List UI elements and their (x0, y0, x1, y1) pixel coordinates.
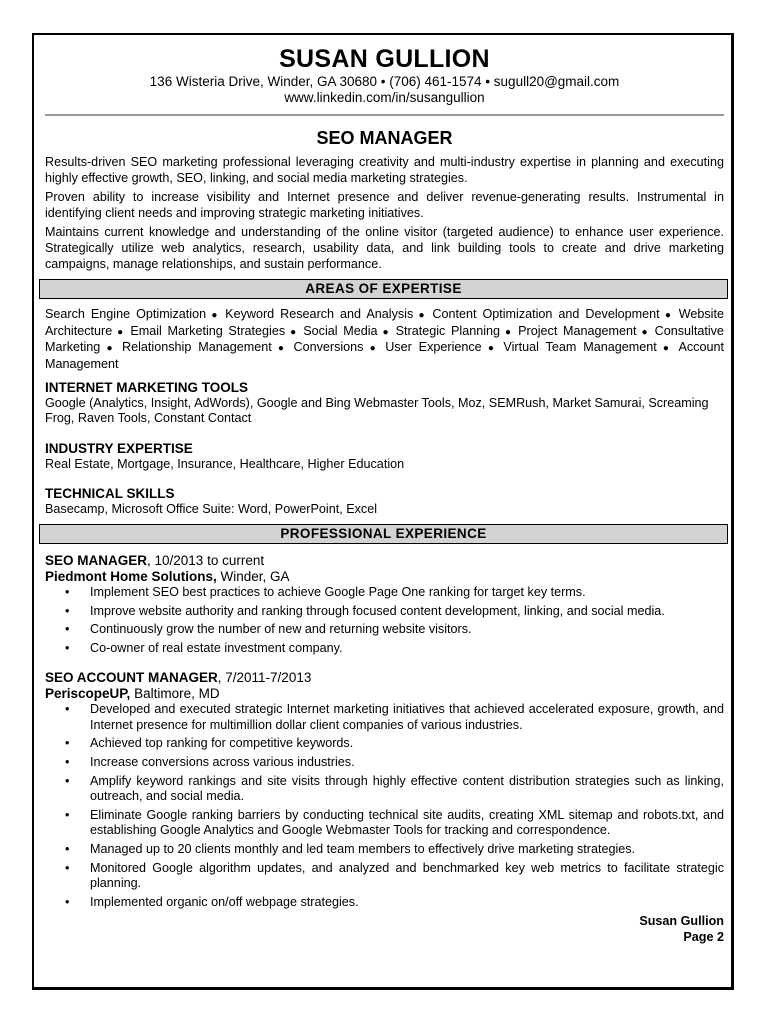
job-dates: , 7/2011-7/2013 (217, 670, 312, 686)
job-title-line (45, 670, 724, 686)
expertise-item: Keyword Research and Analysis (225, 307, 414, 322)
technical-text: Basecamp, Microsoft Office Suite: Word, PowerPoint, Excel (45, 502, 378, 517)
expertise-item: Search Engine Optimization (45, 307, 207, 322)
duty-item: • Achieved top ranking for competitive keywords. (45, 736, 724, 752)
tools-text: Google (Analytics, Insight, AdWords), Google and Bing Webmaster Tools, Moz, SEMRush, Market Samurai, Screaming Frog, Raven Tools, Constant Contact (45, 395, 709, 426)
bullet-separator: ● (636, 326, 655, 338)
job-role: SEO ACCOUNT MANAGER (45, 670, 218, 686)
duty-item: • Monitored Google algorithm updates, and analyzed and benchmarked key web metrics to facilitate strategic planning. (45, 861, 724, 892)
bullet-separator: ● (377, 326, 396, 338)
job-title-line (45, 553, 724, 569)
resume-content (45, 44, 724, 945)
duty-item: • Amplify keyword rankings and site visits through highly effective content distribution strategies such as linking, outreach, and social media. (45, 774, 724, 805)
job-entry (45, 670, 724, 910)
bullet-separator: ● (481, 343, 504, 355)
summary-paragraph: Proven ability to increase visibility and Internet presence and deliver revenue-generating results. Instrumental in identifying client needs and improving strategic marketing initiatives. (45, 190, 724, 220)
expertise-item: Email Marketing Strategies (130, 323, 286, 338)
bullet-separator: ● (112, 326, 131, 338)
bullet-separator: ● (659, 310, 679, 322)
job-role: SEO MANAGER (45, 552, 148, 568)
expertise-item: Virtual Team Management (503, 340, 657, 355)
duty-item: • Implemented organic on/off webpage strategies. (45, 895, 724, 911)
expertise-item: Project Management (518, 323, 637, 338)
duty-item: • Implement SEO best practices to achieve Google Page One ranking for target key terms. (45, 585, 724, 601)
duty-item: • Managed up to 20 clients monthly and led team members to effectively drive marketing strategies. (45, 842, 724, 858)
duty-item: • Developed and executed strategic Internet marketing initiatives that achieved accelerated exposure, growth, and Internet presence for multimillion dollar client companies of various industries. (45, 702, 724, 733)
duty-item: • Improve website authority and ranking through focused content development, linking, and social media. (45, 604, 724, 620)
technical-heading: TECHNICAL SKILLS (45, 486, 175, 502)
company-name: PeriscopeUP, (45, 686, 131, 702)
company-line (45, 569, 724, 585)
duty-item: • Co-owner of real estate investment company. (45, 641, 724, 657)
contact-line: 136 Wisteria Drive, Winder, GA 30680 • (706) 461-1574 • sugull20@gmail.com (149, 74, 620, 89)
expertise-item: Relationship Management (122, 340, 272, 355)
bullet-separator: ● (285, 326, 304, 338)
expertise-item: User Experience (385, 340, 482, 355)
expertise-list (45, 307, 724, 372)
summary-section (45, 155, 724, 272)
tools-heading: INTERNET MARKETING TOOLS (45, 379, 249, 395)
company-name: Piedmont Home Solutions, (45, 568, 217, 584)
duty-list (45, 702, 724, 910)
expertise-item: Account Management (45, 340, 724, 371)
duty-item: • Increase conversions across various industries. (45, 755, 724, 771)
bullet-separator: ● (100, 343, 123, 355)
expertise-item: Website Architecture (45, 307, 724, 338)
bullet-separator: ● (206, 310, 226, 322)
expertise-item: Conversions (293, 340, 364, 355)
experience-banner: PROFESSIONAL EXPERIENCE (39, 524, 728, 544)
bullet-separator: ● (500, 326, 519, 338)
resume-title: SEO MANAGER (316, 128, 453, 148)
summary-paragraph: Results-driven SEO marketing professional leveraging creativity and multi-industry expertise in planning and executing highly effective growth, SEO, linking, and social media marketing strategies. (45, 155, 724, 185)
expertise-item: Strategic Planning (395, 323, 501, 338)
footer-name: Susan Gullion (639, 914, 724, 929)
duty-item: • Eliminate Google ranking barriers by conducting technical site audits, creating XML sitemap and robots.txt, and establishing Google Analytics and Google Webmaster Tools for tracking and correspondence. (45, 808, 724, 839)
industry-text: Real Estate, Mortgage, Insurance, Healthcare, Higher Education (45, 456, 405, 471)
duty-list (45, 585, 724, 656)
job-dates: , 10/2013 to current (147, 552, 265, 568)
bullet-separator: ● (271, 343, 294, 355)
company-location: Baltimore, MD (130, 686, 220, 702)
bullet-separator: ● (363, 343, 386, 355)
linkedin-url[interactable]: www.linkedin.com/in/susangullion (284, 90, 485, 105)
job-entry (45, 553, 724, 656)
candidate-name: SUSAN GULLION (279, 45, 490, 73)
company-location: Winder, GA (216, 568, 290, 584)
summary-paragraph: Maintains current knowledge and understanding of the online visitor (targeted audience) to enhance user experience. Strategically utilize web analytics, research, usability data, and link building tools to create and drive marketing campaigns, manage relationships, and sustain performance. (45, 225, 724, 271)
bullet-separator: ● (413, 310, 433, 322)
industry-heading: INDUSTRY EXPERTISE (45, 440, 193, 456)
expertise-item: Social Media (303, 323, 378, 338)
footer-page-number: Page 2 (683, 930, 724, 945)
expertise-banner: AREAS OF EXPERTISE (39, 279, 728, 299)
expertise-item: Content Optimization and Development (432, 307, 660, 322)
company-line (45, 686, 724, 702)
bullet-separator: ● (656, 343, 679, 355)
duty-item: • Continuously grow the number of new and returning website visitors. (45, 622, 724, 638)
header-divider (45, 114, 724, 116)
expertise-item: Consultative Marketing (45, 323, 724, 355)
